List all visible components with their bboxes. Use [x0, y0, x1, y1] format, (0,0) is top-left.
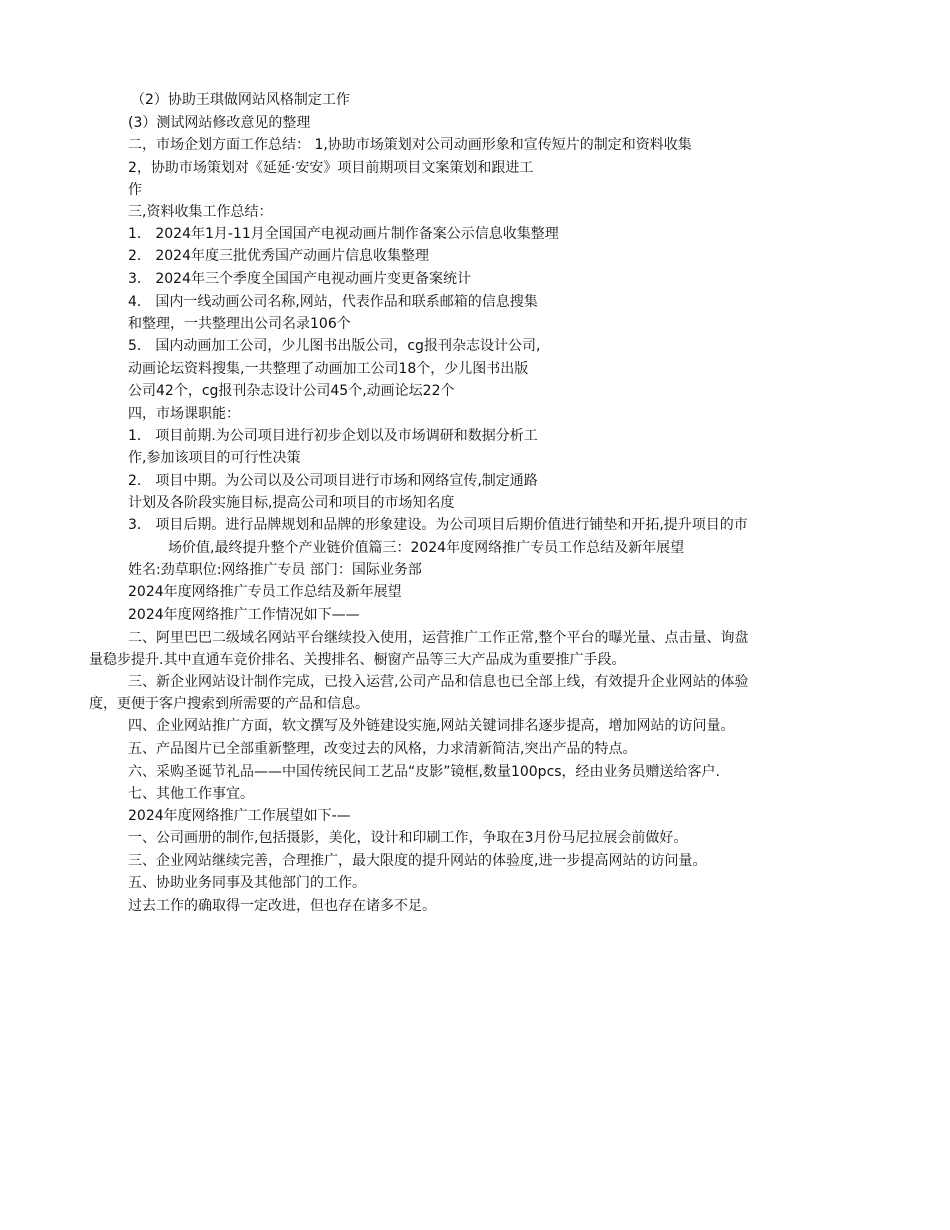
paragraph-line: 四、企业网站推广方面，软文撰写及外链建设实施,网站关键词排名逐步提高，增加网站的访问量。 [128, 718, 735, 734]
text-line: 三,资料收集工作总结： [128, 204, 273, 220]
text-line: 二，市场企划方面工作总结： 1,协助市场策划对公司动画形象和宣传短片的制定和资料收集 [128, 137, 692, 153]
text-line: 作 [128, 182, 142, 198]
list-item: 5． 国内动画加工公司，少儿图书出版公司，cg报刊杂志设计公司, [128, 338, 541, 354]
list-item: 2． 项目中期。为公司以及公司项目进行市场和网络宣传,制定通路 [128, 473, 538, 489]
text-line: 2024年度网络推广工作情况如下—— [128, 607, 360, 623]
list-item: 1． 2024年1月-11月全国国产电视动画片制作备案公示信息收集整理 [128, 226, 559, 242]
list-item: 1． 项目前期.为公司项目进行初步企划以及市场调研和数据分析工 [128, 428, 538, 444]
paragraph-line: 七、其他工作事宜。 [128, 786, 254, 802]
paragraph-line: 二、阿里巴巴二级域名网站平台继续投入使用，运营推广工作正常,整个平台的曝光量、点击量、询盘 [128, 630, 749, 646]
paragraph-line: 六、采购圣诞节礼品——中国传统民间工艺品“皮影”镜框,数量100pcs，经由业务员赠送给客户. [128, 764, 721, 780]
text-line: 2024年度网络推广专员工作总结及新年展望 [128, 584, 402, 600]
paragraph-line: 五、产品图片已全部重新整理，改变过去的风格，力求清新简洁,突出产品的特点。 [128, 741, 637, 757]
list-item: 2． 2024年度三批优秀国产动画片信息收集整理 [128, 248, 429, 264]
text-line: 2，协助市场策划对《延延·安安》项目前期项目文案策划和跟进工 [128, 160, 534, 176]
text-line: 场价值,最终提升整个产业链价值篇三：2024年度网络推广专员工作总结及新年展望 [168, 540, 685, 556]
paragraph-line: 度，更便于客户搜索到所需要的产品和信息。 [89, 696, 369, 712]
text-line: (3）测试网站修改意见的整理 [128, 115, 311, 131]
paragraph-line: 过去工作的确取得一定改进，但也存在诸多不足。 [128, 898, 436, 914]
text-line: 2024年度网络推广工作展望如下-— [128, 808, 351, 824]
list-item: 3． 项目后期。进行品牌规划和品牌的形象建设。为公司项目后期价值进行铺垫和开拓,提升项目的市 [128, 517, 748, 533]
list-item: 4． 国内一线动画公司名称,网站，代表作品和联系邮箱的信息搜集 [128, 294, 538, 310]
paragraph-line: 三、企业网站继续完善，合理推广，最大限度的提升网站的体验度,进一步提高网站的访问量。 [128, 853, 707, 869]
text-line: 动画论坛资料搜集,一共整理了动画加工公司18个，少儿图书出版 [128, 361, 529, 377]
text-line: 作,参加该项目的可行性决策 [128, 450, 301, 466]
paragraph-line: 三、新企业网站设计制作完成，已投入运营,公司产品和信息也已全部上线，有效提升企业网站的体验 [128, 674, 749, 690]
paragraph-line: 一、公司画册的制作,包括摄影，美化，设计和印刷工作，争取在3月份马尼拉展会前做好。 [128, 830, 688, 846]
text-line: （2）协助王琪做网站风格制定工作 [131, 92, 350, 108]
text-line: 公司42个，cg报刊杂志设计公司45个,动画论坛22个 [128, 383, 455, 399]
paragraph-line: 五、协助业务同事及其他部门的工作。 [128, 875, 366, 891]
text-line: 和整理，一共整理出公司名录106个 [128, 316, 351, 332]
paragraph-line: 量稳步提升.其中直通车竞价排名、关搜排名、橱窗产品等三大产品成为重要推广手段。 [89, 652, 626, 668]
list-item: 3． 2024年三个季度全国国产电视动画片变更备案统计 [128, 271, 471, 287]
text-line: 计划及各阶段实施目标,提高公司和项目的市场知名度 [128, 495, 455, 511]
text-line: 姓名:劲草职位:网络推广专员 部门：国际业务部 [128, 562, 422, 578]
text-line: 四，市场课职能： [128, 406, 240, 422]
